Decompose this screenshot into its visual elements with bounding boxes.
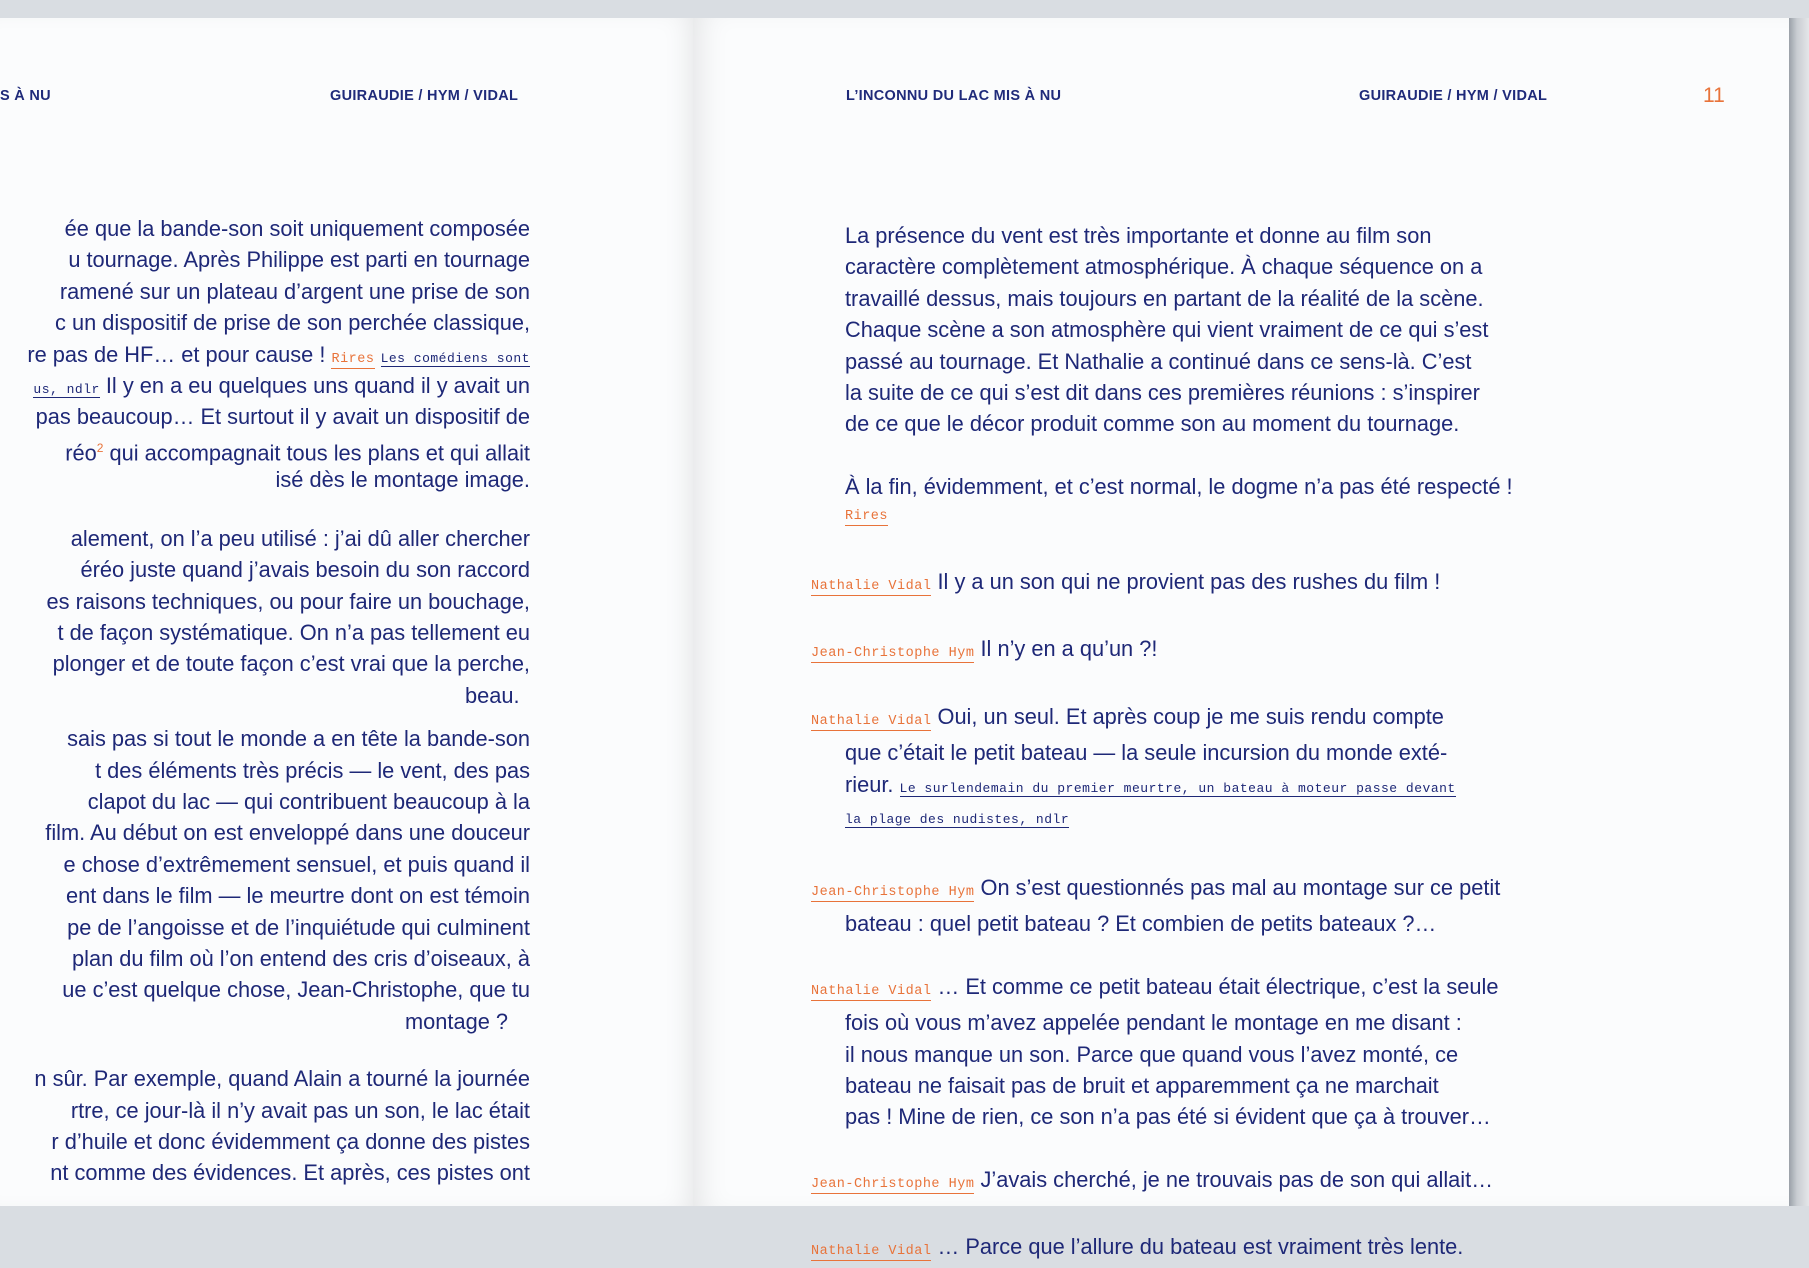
speech-text: fois où vous m’avez appelée pendant le montage en me disant : [845, 1010, 1462, 1036]
speaker-tag: Nathalie Vidal [811, 579, 932, 594]
text-line: montage ? [405, 1008, 509, 1034]
right-text-column [845, 220, 1559, 527]
speaker-tag: Jean-Christophe Hym [811, 1176, 975, 1192]
text-line: alement, on l’a peu utilisé : j’ai dû aller chercher [70, 525, 530, 551]
annotation-tag: Rires [331, 351, 375, 367]
exchange [811, 872, 1591, 940]
text-line: sais pas si tout le monde a en tête la bande-son [67, 726, 530, 752]
text-line: es raisons techniques, ou pour faire un bouchage, [46, 588, 530, 614]
text-line: c un dispositif de prise de son perchée classique, [55, 310, 530, 336]
text-line: t de façon systématique. On n’a pas tellement eu [57, 620, 530, 646]
text-line: clapot du lac — qui contribuent beaucoup à la [87, 789, 530, 815]
text-line: réo$^2$ qui accompagnait tous les plans et qui allait [65, 440, 530, 465]
left-running-head-authors: GUIRAUDIE / HYM / VIDAL [330, 88, 519, 104]
right-running-head: L’INCONNU DU LAC MIS À NU [846, 88, 1062, 104]
text-line: rtre, ce jour-là il n’y avait pas un son, le lac était [70, 1097, 530, 1123]
text-line: re pas de HF… et pour cause ! Rires Les comédiens sont [27, 341, 530, 367]
text-line: e chose d’extrêmement sensuel, et puis quand il [63, 851, 530, 877]
text-line: pas beaucoup… Et surtout il y avait un dispositif de [35, 404, 530, 430]
text-line: isé dès le montage image. [275, 467, 530, 493]
text-line: pe de l’angoisse et de l’inquiétude qui culminent [67, 914, 530, 940]
text-line: travaillé dessus, mais toujours en partant de la réalité de la scène. [845, 285, 1484, 311]
exchange [811, 566, 1591, 602]
text-line: éréo juste quand j’avais besoin du son raccord [80, 557, 530, 583]
text-line: caractère complètement atmosphérique. À chaque séquence on a [845, 254, 1483, 280]
right-running-head-authors: GUIRAUDIE / HYM / VIDAL [1359, 88, 1548, 104]
editor-note: la plage des nudistes, ndlr [845, 812, 1070, 828]
speaker-tag: Nathalie Vidal [811, 983, 932, 999]
exchange [811, 1231, 1591, 1267]
text-line: us, ndlr Il y en a eu quelques uns quand il y avait un [33, 372, 530, 398]
text-line: nt comme des évidences. Et après, ces pistes ont [50, 1160, 530, 1186]
text-line: beau. [465, 682, 520, 708]
speech-text: On s’est questionnés pas mal au montage sur ce petit [980, 875, 1501, 901]
text-line: t des éléments très précis — le vent, des pas [95, 757, 530, 783]
dialogue [811, 566, 1591, 1268]
editor-note: us, ndlr [33, 381, 100, 397]
speech-text: … Parce que l’allure du bateau est vraiment très lente. [937, 1234, 1464, 1260]
text-line: À la fin, évidemment, et c’est normal, le dogme n’a pas été respecté ! [845, 473, 1513, 499]
exchange [811, 971, 1591, 1133]
text-line: ue c’est quelque chose, Jean-Christophe, que tu [62, 977, 530, 1003]
editor-note: Le surlendemain du premier meurtre, un bateau à moteur passe devant [899, 780, 1456, 796]
speech-text: pas ! Mine de rien, ce son n’a pas été si évident que ça à trouver… [845, 1104, 1491, 1130]
text-line: ramené sur un plateau d’argent une prise de son [59, 278, 530, 304]
speech-text: Il n’y en a qu’un ?! [980, 636, 1158, 662]
text-line: La présence du vent est très importante et donne au film son [845, 223, 1432, 248]
exchange [811, 633, 1591, 669]
speech-text: rieur. [845, 771, 894, 797]
exchange [811, 1164, 1591, 1200]
annotation-tag: Rires [845, 509, 889, 525]
speaker-tag: Jean-Christophe Hym [811, 646, 975, 662]
text-line: Chaque scène a son atmosphère qui vient vraiment de ce qui s’est [845, 317, 1489, 343]
speaker-tag: Nathalie Vidal [811, 1244, 932, 1260]
right-page [693, 18, 1789, 1260]
left-page [0, 18, 695, 1206]
speech-text: Il y a un son qui ne provient pas des rushes du film ! [937, 569, 1441, 594]
text-line: film. Au début on est enveloppé dans une douceur [45, 820, 530, 846]
exchange [811, 701, 1591, 832]
text-line: de ce que le décor produit comme son au moment du tournage. [845, 411, 1460, 437]
speech-text: J’avais cherché, je ne trouvais pas de son qui allait… [980, 1166, 1494, 1192]
text-line: u tournage. Après Philippe est parti en tournage [68, 247, 530, 273]
page-number: 11 [1703, 84, 1725, 107]
speaker-tag: Nathalie Vidal [811, 713, 932, 729]
editor-note: Les comédiens sont [380, 350, 530, 366]
text-line: ent dans le film — le meurtre dont on est témoin [65, 883, 530, 909]
text-line: plan du film où l’on entend des cris d’oiseaux, à [71, 945, 530, 971]
text-line: r d’huile et donc évidemment ça donne des pistes [51, 1128, 530, 1154]
speech-text: bateau : quel petit bateau ? Et combien de petits bateaux ?… [845, 911, 1437, 937]
speech-text: il nous manque un son. Parce que quand vous l’avez monté, ce [845, 1041, 1459, 1067]
text-line: n sûr. Par exemple, quand Alain a tourné la journée [34, 1066, 530, 1092]
footnote-marker: 2 [96, 440, 104, 455]
text-line: plonger et de toute façon c’est vrai que la perche, [52, 651, 530, 677]
left-text-column [0, 213, 530, 1189]
speech-text: Oui, un seul. Et après coup je me suis rendu compte [937, 703, 1444, 729]
speech-text: que c’était le petit bateau — la seule incursion du monde exté- [845, 740, 1448, 766]
left-running-head: S À NU [0, 88, 51, 104]
page-edge [1789, 18, 1809, 1206]
speech-text: bateau ne faisait pas de bruit et apparemment ça ne marchait [845, 1073, 1439, 1099]
text-line: la suite de ce qui s’est dit dans ces premières réunions : s’inspirer [845, 380, 1480, 406]
speaker-tag: Jean-Christophe Hym [811, 885, 975, 901]
speech-text: … Et comme ce petit bateau était électrique, c’est la seule [937, 973, 1499, 999]
text-line: passé au tournage. Et Nathalie a continué dans ce sens-là. C’est [845, 348, 1472, 374]
text-line: ée que la bande-son soit uniquement composée [64, 216, 530, 241]
